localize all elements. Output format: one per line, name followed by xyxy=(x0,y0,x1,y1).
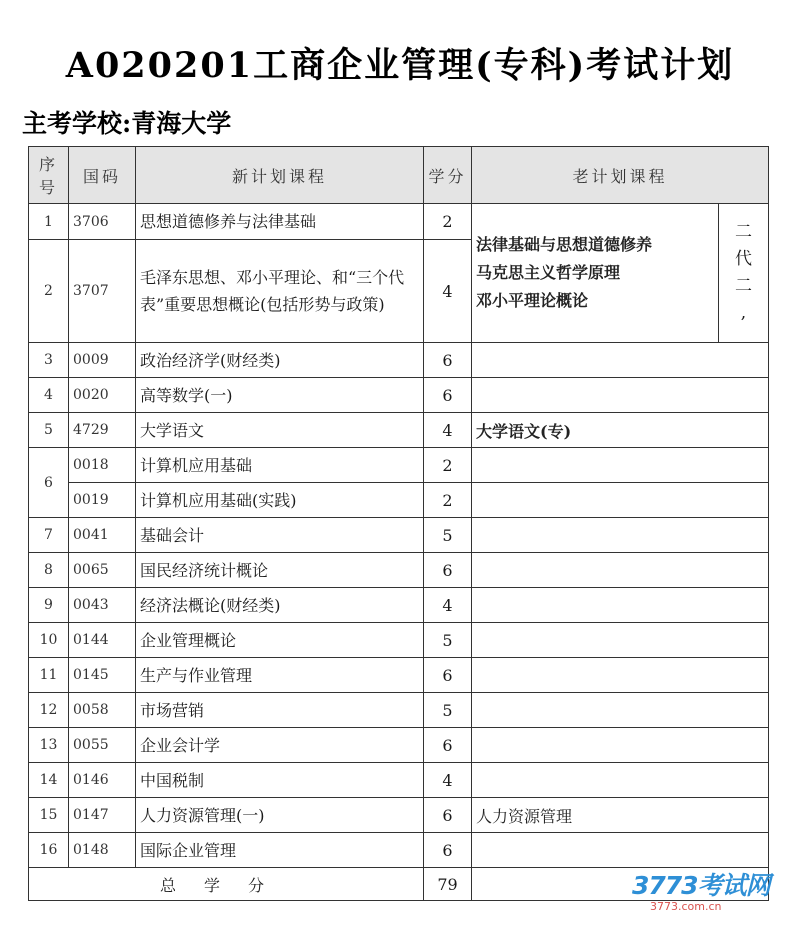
old-course-empty xyxy=(472,623,769,658)
row-course: 中国税制 xyxy=(136,763,424,798)
row-credit: 5 xyxy=(424,693,472,728)
row-code: 0019 xyxy=(69,483,136,518)
row-no: 6 xyxy=(29,448,69,518)
row-code: 0147 xyxy=(69,798,136,833)
side-note-char: 代 xyxy=(735,249,752,269)
row-credit: 5 xyxy=(424,623,472,658)
row-credit: 4 xyxy=(424,588,472,623)
table-row xyxy=(29,728,769,763)
side-note-char: 二 xyxy=(735,222,752,242)
row-course: 人力资源管理(一) xyxy=(136,798,424,833)
row-code: 0065 xyxy=(69,553,136,588)
table-row xyxy=(29,448,769,483)
row-course: 国民经济统计概论 xyxy=(136,553,424,588)
table-row xyxy=(29,553,769,588)
row-course: 生产与作业管理 xyxy=(136,658,424,693)
table-row xyxy=(29,413,769,448)
row-credit: 6 xyxy=(424,798,472,833)
row-no: 11 xyxy=(29,658,69,693)
row-credit: 4 xyxy=(424,240,472,343)
old-course-empty xyxy=(472,553,769,588)
old-course-empty xyxy=(472,833,769,868)
table-row xyxy=(29,378,769,413)
row-code: 0144 xyxy=(69,623,136,658)
row-no: 4 xyxy=(29,378,69,413)
table-row xyxy=(29,483,769,518)
row-no: 13 xyxy=(29,728,69,763)
header-new-plan: 新计划课程 xyxy=(136,147,424,204)
total-credit: 79 xyxy=(424,868,472,901)
row-course: 计算机应用基础(实践) xyxy=(136,483,424,518)
row-no: 1 xyxy=(29,204,69,240)
table-row xyxy=(29,588,769,623)
row-course: 高等数学(一) xyxy=(136,378,424,413)
row-no: 9 xyxy=(29,588,69,623)
old-course-side-note xyxy=(719,204,769,343)
row-credit: 6 xyxy=(424,343,472,378)
side-note-char: , xyxy=(740,303,747,323)
old-course: 邓小平理论概论 xyxy=(476,291,589,310)
row-course: 政治经济学(财经类) xyxy=(136,343,424,378)
exam-plan-table xyxy=(28,146,769,901)
row-code: 3706 xyxy=(69,204,136,240)
row-code: 0020 xyxy=(69,378,136,413)
row-code: 3707 xyxy=(69,240,136,343)
row-course: 企业会计学 xyxy=(136,728,424,763)
row-credit: 4 xyxy=(424,413,472,448)
row-no: 5 xyxy=(29,413,69,448)
row-credit: 6 xyxy=(424,833,472,868)
page-title: A020201工商企业管理(专科)考试计划 xyxy=(65,45,735,86)
row-credit: 6 xyxy=(424,378,472,413)
table-row xyxy=(29,343,769,378)
row-credit: 2 xyxy=(424,448,472,483)
host-school: 主考学校:青海大学 xyxy=(22,109,232,138)
row-no: 7 xyxy=(29,518,69,553)
row-course: 毛泽东思想、邓小平理论、和“三个代表”重要思想概论(包括形势与政策) xyxy=(136,240,424,343)
row-code: 0018 xyxy=(69,448,136,483)
watermark-logo: 3773考试网 xyxy=(632,871,770,900)
table-row xyxy=(29,693,769,728)
old-course: 人力资源管理 xyxy=(472,798,769,833)
old-course-empty xyxy=(472,693,769,728)
row-credit: 6 xyxy=(424,658,472,693)
old-course-empty xyxy=(472,483,769,518)
old-course-group xyxy=(472,204,719,343)
row-credit: 6 xyxy=(424,728,472,763)
header-no: 序号 xyxy=(29,147,69,204)
old-course: 大学语文(专) xyxy=(472,413,769,448)
old-course: 马克思主义哲学原理 xyxy=(476,263,621,282)
table-row xyxy=(29,623,769,658)
row-credit: 5 xyxy=(424,518,472,553)
row-code: 0148 xyxy=(69,833,136,868)
row-code: 0009 xyxy=(69,343,136,378)
row-course: 市场营销 xyxy=(136,693,424,728)
row-course: 基础会计 xyxy=(136,518,424,553)
row-code: 0041 xyxy=(69,518,136,553)
row-code: 0043 xyxy=(69,588,136,623)
row-credit: 4 xyxy=(424,763,472,798)
row-credit: 6 xyxy=(424,553,472,588)
row-no: 2 xyxy=(29,240,69,343)
row-code: 0058 xyxy=(69,693,136,728)
row-course: 大学语文 xyxy=(136,413,424,448)
table-row xyxy=(29,798,769,833)
row-course: 计算机应用基础 xyxy=(136,448,424,483)
row-code: 4729 xyxy=(69,413,136,448)
row-credit: 2 xyxy=(424,204,472,240)
table-row xyxy=(29,658,769,693)
watermark-url: 3773.com.cn xyxy=(650,900,722,913)
table-row xyxy=(29,518,769,553)
table-row xyxy=(29,204,769,240)
old-course-empty xyxy=(472,728,769,763)
row-no: 3 xyxy=(29,343,69,378)
row-no: 10 xyxy=(29,623,69,658)
row-no: 8 xyxy=(29,553,69,588)
row-code: 0055 xyxy=(69,728,136,763)
header-credit: 学分 xyxy=(424,147,472,204)
old-course-empty xyxy=(472,658,769,693)
header-code: 国码 xyxy=(69,147,136,204)
row-course: 思想道德修养与法律基础 xyxy=(136,204,424,240)
side-note-char: 二 xyxy=(735,276,752,296)
row-credit: 2 xyxy=(424,483,472,518)
row-course: 企业管理概论 xyxy=(136,623,424,658)
row-no: 14 xyxy=(29,763,69,798)
row-code: 0145 xyxy=(69,658,136,693)
row-course: 国际企业管理 xyxy=(136,833,424,868)
table-row xyxy=(29,763,769,798)
row-no: 12 xyxy=(29,693,69,728)
old-course-empty xyxy=(472,448,769,483)
total-label: 总学分 xyxy=(29,868,424,901)
old-course-empty xyxy=(472,763,769,798)
row-no: 15 xyxy=(29,798,69,833)
row-course: 经济法概论(财经类) xyxy=(136,588,424,623)
old-course-empty xyxy=(472,588,769,623)
row-no: 16 xyxy=(29,833,69,868)
old-course: 法律基础与思想道德修养 xyxy=(476,235,653,254)
old-course-empty xyxy=(472,518,769,553)
table-header-row xyxy=(29,147,769,204)
row-code: 0146 xyxy=(69,763,136,798)
table-row xyxy=(29,833,769,868)
old-course-empty xyxy=(472,378,769,413)
header-old-plan: 老计划课程 xyxy=(472,147,769,204)
site-watermark xyxy=(632,866,770,913)
old-course-empty xyxy=(472,343,769,378)
